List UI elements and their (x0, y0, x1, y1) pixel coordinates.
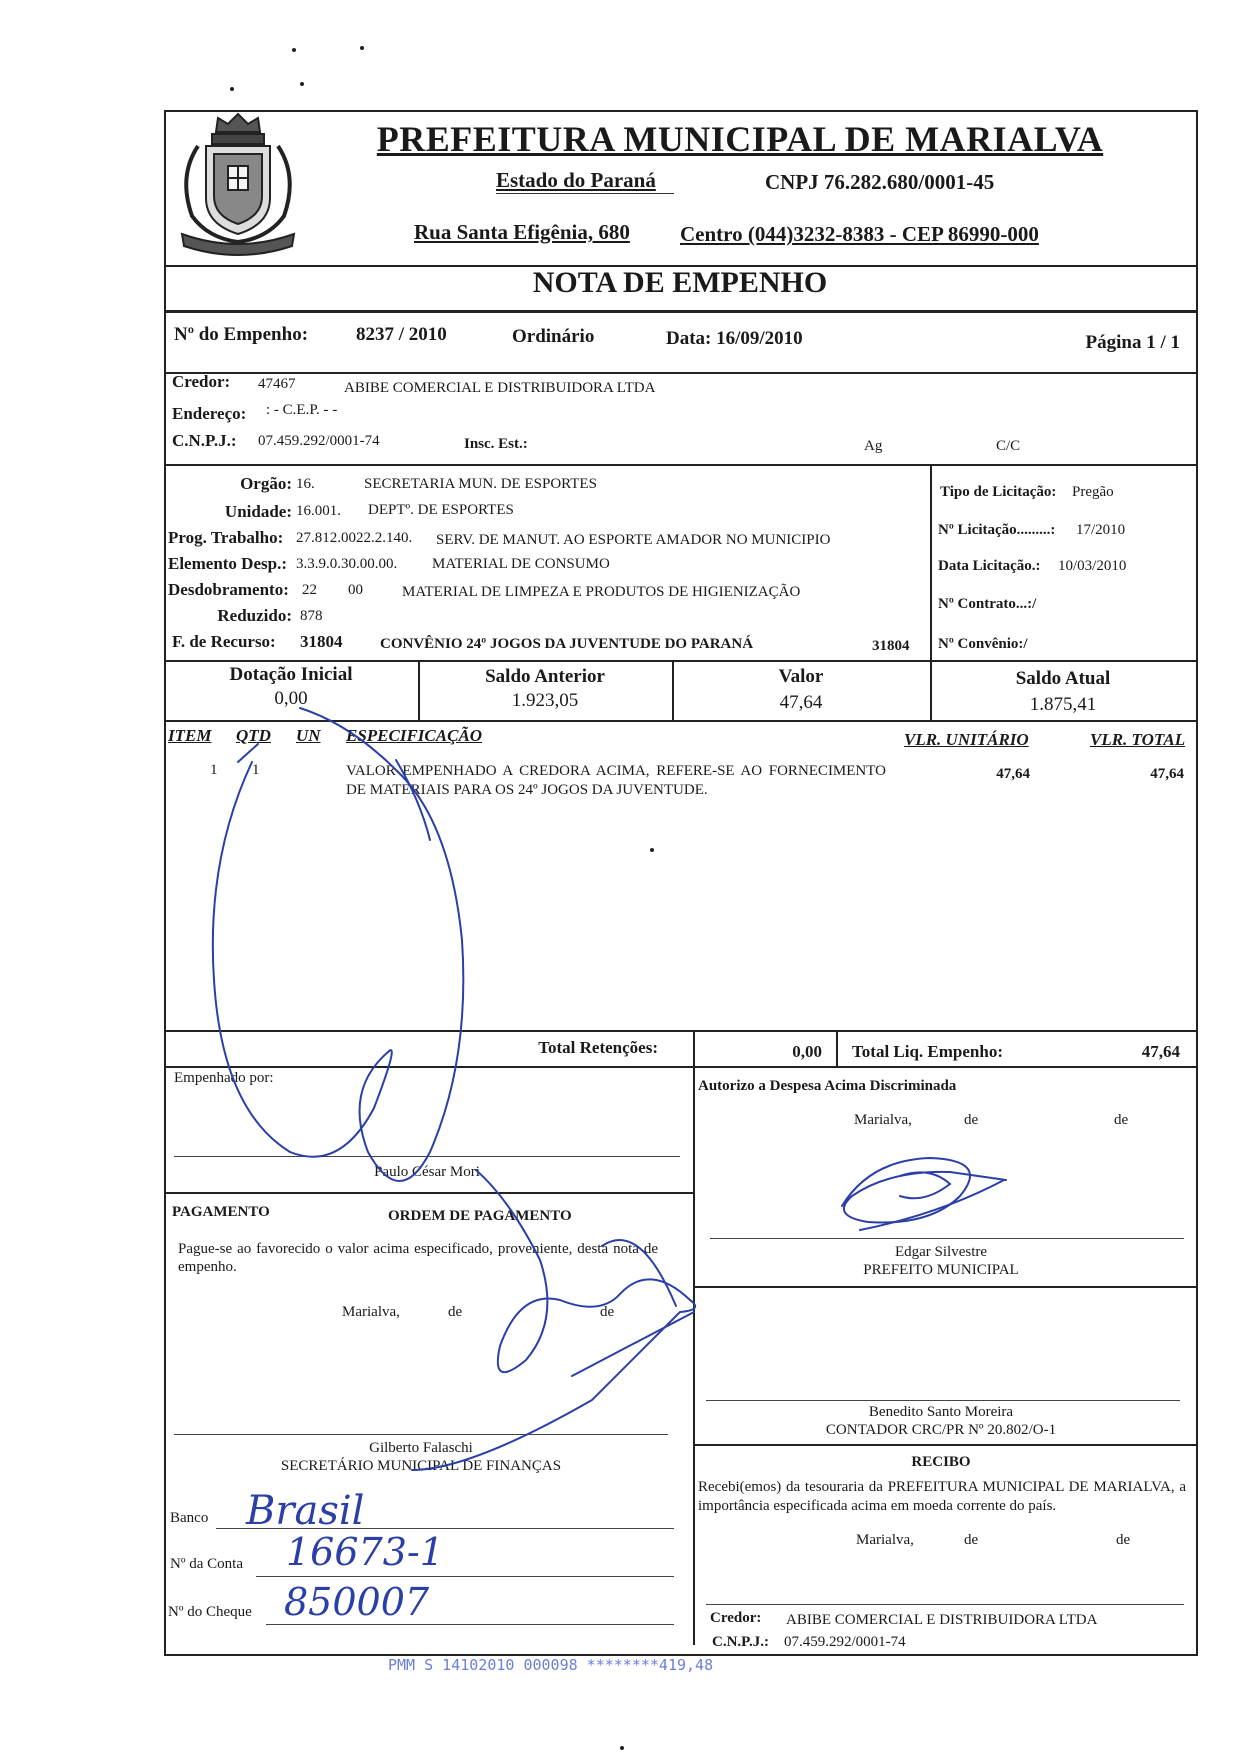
orgao-name: SECRETARIA MUN. DE ESPORTES (364, 476, 597, 492)
col-spec: ESPECIFICAÇÃO (346, 726, 483, 745)
saldo-atual-value: 1.875,41 (1029, 694, 1097, 715)
retencoes-value: 0,00 (792, 1042, 822, 1061)
desdobramento-label: Desdobramento: (168, 580, 289, 599)
col-un: UN (296, 726, 321, 745)
pagamento-de-1: de (448, 1304, 463, 1320)
dotacao-label: Dotação Inicial (229, 664, 353, 685)
empenhado-label: Empenhado por: (174, 1070, 274, 1086)
header-cnpj: CNPJ 76.282.680/0001-45 (765, 170, 995, 194)
ordem-pagamento-label: ORDEM DE PAGAMENTO (388, 1208, 572, 1224)
cnpj-label: C.N.P.J.: (172, 431, 237, 450)
secretario-role: SECRETÁRIO MUNICIPAL DE FINANÇAS (280, 1458, 562, 1474)
recibo-credor-label: Credor: (710, 1610, 762, 1626)
empenho-date: Data: 16/09/2010 (666, 328, 803, 349)
autorizo-label: Autorizo a Despesa Acima Discriminada (698, 1078, 957, 1094)
autorizo-city: Marialva, (854, 1112, 912, 1128)
row-item: 1 (210, 762, 218, 778)
convenio-label: Nº Convênio:/ (938, 636, 1028, 652)
desdobramento-name: MATERIAL DE LIMPEZA E PRODUTOS DE HIGIENIZAÇÃO (402, 584, 801, 600)
licitacao-tipo: Pregão (1072, 484, 1114, 500)
cheque-handwritten: 850007 (284, 1580, 430, 1624)
contrato-label: Nº Contrato...:/ (938, 596, 1037, 612)
cnpj-value: 07.459.292/0001-74 (258, 433, 380, 449)
contador-name: Benedito Santo Moreira (868, 1404, 1014, 1420)
valor-value: 47,64 (779, 692, 823, 713)
signature-large-loop (213, 708, 464, 1181)
licitacao-data: 10/03/2010 (1058, 558, 1127, 574)
licitacao-data-label: Data Licitação.: (938, 558, 1041, 574)
valor-label: Valor (778, 666, 824, 687)
reduzido-value: 878 (300, 608, 323, 624)
page-number: Página 1 / 1 (1085, 332, 1180, 353)
pagamento-de-2: de (600, 1304, 615, 1320)
banco-handwritten: Brasil (246, 1488, 365, 1534)
header-state: Estado do Paraná (496, 168, 656, 192)
recibo-text: Recebi(emos) da tesouraria da PREFEITURA MUNICIPAL DE MARIALVA, a importância especificada acima em moeda corrente do país. (698, 1479, 1186, 1514)
pagamento-label: PAGAMENTO (172, 1204, 270, 1220)
endereco-value: : - C.E.P. - - (266, 402, 338, 418)
row-unit: 47,64 (996, 766, 1030, 782)
endereco-label: Endereço: (172, 404, 247, 423)
recibo-de-2: de (1116, 1532, 1131, 1548)
retencoes-label: Total Retenções: (538, 1038, 658, 1057)
conta-handwritten: 16673-1 (286, 1530, 444, 1574)
autorizo-de-2: de (1114, 1112, 1129, 1128)
licitacao-tipo-label: Tipo de Licitação: (940, 484, 1057, 500)
col-total: VLR. TOTAL (1090, 730, 1186, 749)
document-title: NOTA DE EMPENHO (532, 266, 828, 299)
banco-label: Banco (170, 1510, 209, 1526)
autorizo-de-1: de (964, 1112, 979, 1128)
recibo-city: Marialva, (856, 1532, 914, 1548)
prog-label: Prog. Trabalho: (168, 528, 284, 547)
credor-name: ABIBE COMERCIAL E DISTRIBUIDORA LTDA (344, 380, 656, 396)
col-unit: VLR. UNITÁRIO (904, 730, 1029, 749)
scan-specks (230, 46, 654, 1750)
elemento-name: MATERIAL DE CONSUMO (432, 556, 610, 572)
licitacao-num: 17/2010 (1076, 522, 1126, 538)
recurso-name: CONVÊNIO 24º JOGOS DA JUVENTUDE DO PARANÁ (380, 636, 754, 652)
dotacao-value: 0,00 (274, 688, 308, 709)
col-qtd: QTD (236, 726, 271, 745)
saldo-anterior-label: Saldo Anterior (485, 666, 605, 687)
recibo-cnpj-label: C.N.P.J.: (712, 1634, 769, 1650)
recibo-de-1: de (964, 1532, 979, 1548)
insc-est-label: Insc. Est.: (464, 436, 528, 452)
liq-value: 47,64 (1141, 1042, 1180, 1061)
pagamento-city: Marialva, (342, 1304, 400, 1320)
recibo-credor: ABIBE COMERCIAL E DISTRIBUIDORA LTDA (786, 1612, 1098, 1628)
header-title: PREFEITURA MUNICIPAL DE MARIALVA (376, 119, 1104, 159)
reduzido-label: Reduzido: (217, 606, 292, 625)
prog-name: SERV. DE MANUT. AO ESPORTE AMADOR NO MUNICIPIO (436, 532, 831, 548)
unidade-name: DEPTº. DE ESPORTES (368, 502, 514, 518)
row-total: 47,64 (1150, 766, 1184, 782)
recurso-code: 31804 (300, 632, 343, 651)
secretario-name: Gilberto Falaschi (369, 1440, 473, 1456)
empenho-type: Ordinário (512, 326, 595, 347)
recibo-cnpj: 07.459.292/0001-74 (784, 1634, 906, 1650)
prefeito-role: PREFEITO MUNICIPAL (863, 1262, 1019, 1278)
credor-label: Credor: (172, 372, 231, 391)
credor-code: 47467 (258, 376, 296, 392)
recurso-label: F. de Recurso: (172, 632, 276, 651)
orgao-code: 16. (296, 476, 315, 492)
ag-label: Ag (864, 438, 883, 454)
desdobramento-code: 22 (302, 582, 317, 598)
payment-stamp: PMM S 14102010 000098 ********419,48 (388, 1656, 714, 1674)
licitacao-num-label: Nº Licitação.........: (938, 522, 1056, 538)
conta-label: Nº da Conta (170, 1556, 243, 1572)
signature-secretario (412, 1170, 695, 1470)
elemento-label: Elemento Desp.: (168, 554, 287, 573)
empenho-number: 8237 / 2010 (356, 324, 447, 345)
pagamento-text: Pague-se ao favorecido o valor acima especificado, proveniente, desta nota de empenho. (178, 1241, 658, 1275)
signature-prefeito (842, 1158, 1006, 1230)
empenho-number-label: Nº do Empenho: (174, 324, 309, 345)
cc-label: C/C (996, 438, 1021, 454)
saldo-anterior-value: 1.923,05 (511, 690, 579, 711)
recibo-label: RECIBO (911, 1454, 971, 1470)
header-contact: Centro (044)3232-8383 - CEP 86990-000 (680, 222, 1039, 246)
unidade-code: 16.001. (296, 503, 341, 519)
prefeito-name: Edgar Silvestre (894, 1244, 988, 1260)
unidade-label: Unidade: (224, 502, 292, 521)
header-address: Rua Santa Efigênia, 680 (414, 220, 630, 244)
col-item: ITEM (168, 726, 212, 745)
row-qtd: 1 (252, 762, 260, 778)
prog-code: 27.812.0022.2.140. (296, 530, 413, 546)
recurso-code-2: 31804 (872, 638, 910, 654)
desdobramento-sub: 00 (348, 582, 363, 598)
empenhado-name: Paulo César Mori (374, 1164, 480, 1180)
saldo-atual-label: Saldo Atual (1015, 668, 1111, 689)
cheque-label: Nº do Cheque (168, 1604, 252, 1620)
row-spec: VALOR EMPENHADO A CREDORA ACIMA, REFERE-SE AO FORNECIMENTO DE MATERIAIS PARA OS 24º JOGOS DA JUVENTUDE. (346, 763, 886, 798)
elemento-code: 3.3.9.0.30.00.00. (296, 556, 398, 572)
liq-label: Total Liq. Empenho: (852, 1042, 1003, 1061)
contador-role: CONTADOR CRC/PR Nº 20.802/O-1 (825, 1422, 1057, 1438)
orgao-label: Orgão: (240, 474, 292, 493)
